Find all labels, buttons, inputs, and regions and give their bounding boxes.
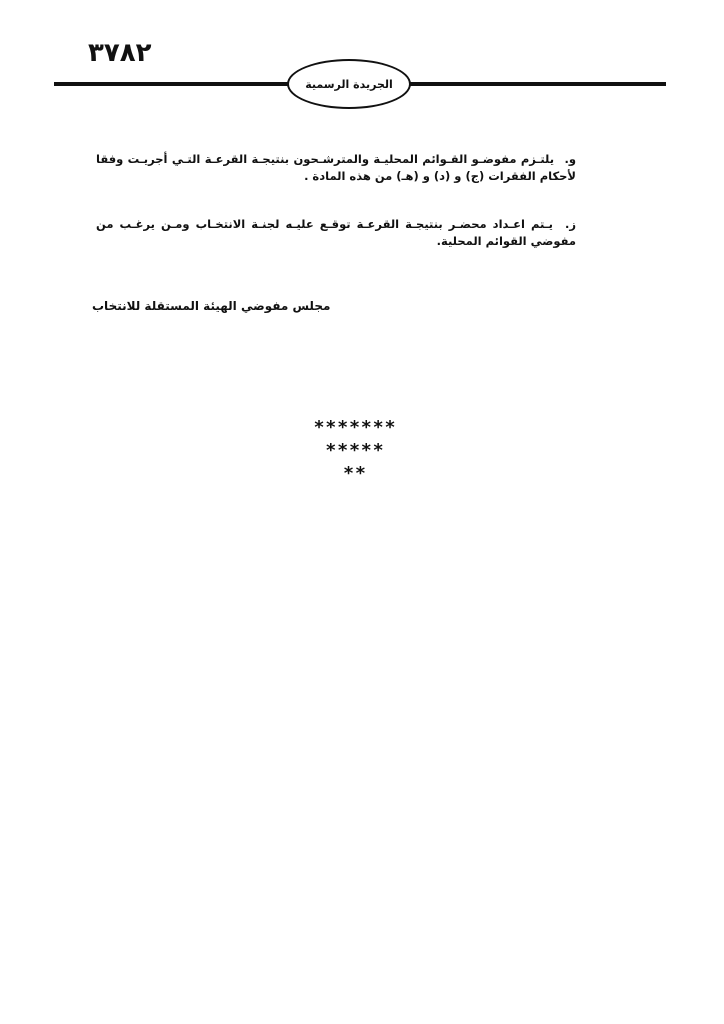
page-number: ٣٧٨٢ <box>88 38 152 68</box>
clause-zay <box>96 216 576 250</box>
asterisk-line: ***** <box>325 440 385 461</box>
clause-letter: ز. <box>564 217 576 231</box>
asterisk-separator <box>280 416 430 485</box>
clause-text: يـتم اعـداد محضـر بنتيجـة القرعـة توقـع عليـه لجنـة الانتخـاب ومـن يرغـب من مفوضي القوائم المحلية. <box>96 217 576 248</box>
clause-waw <box>96 151 576 185</box>
signatory: مجلس مفوضي الهيئة المستقلة للانتخاب <box>92 299 331 313</box>
clause-letter: و. <box>564 152 576 166</box>
clause-text: يلتـزم مفوضـو القـوائم المحليـة والمترشـحون بنتيجـة القرعـة التـي أجريـت وفقا لأحكام الفقرات (ج) و (د) و (هـ) من هذه المادة . <box>96 152 576 183</box>
header-oval <box>287 59 411 109</box>
asterisk-line: ******* <box>313 417 397 438</box>
asterisk-line: ** <box>343 463 367 484</box>
gazette-title: الجريدة الرسمية <box>305 77 393 91</box>
